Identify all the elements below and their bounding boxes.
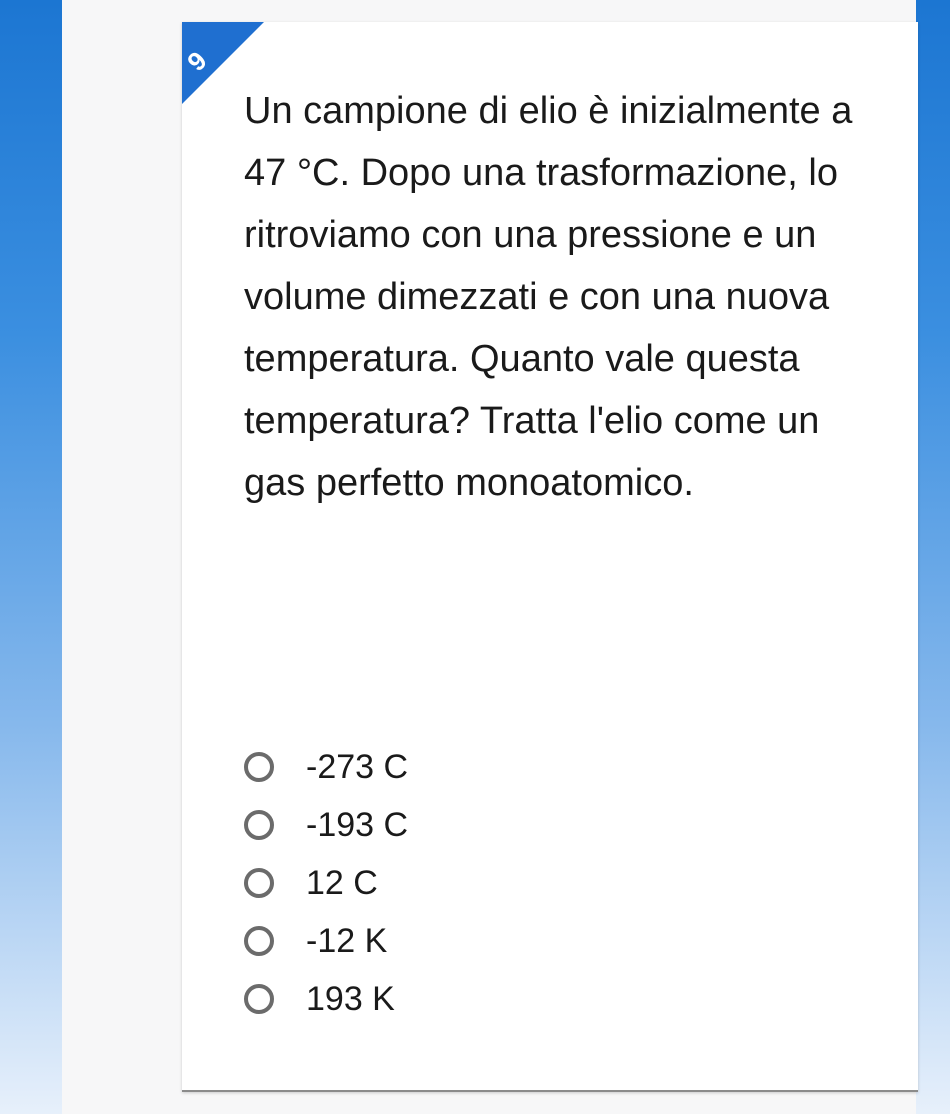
right-side-panel bbox=[916, 0, 950, 1114]
radio-button-icon[interactable] bbox=[244, 810, 274, 840]
answer-option-label: -193 C bbox=[306, 806, 409, 844]
radio-button-icon[interactable] bbox=[244, 984, 274, 1014]
radio-button-icon[interactable] bbox=[244, 868, 274, 898]
answer-option[interactable] bbox=[244, 912, 408, 970]
answer-option-label: 193 K bbox=[306, 980, 395, 1018]
answer-option-label: -12 K bbox=[306, 922, 388, 960]
answer-options bbox=[244, 738, 408, 1028]
left-side-panel bbox=[0, 0, 62, 1114]
answer-option[interactable] bbox=[244, 854, 408, 912]
question-card bbox=[182, 22, 918, 1092]
answer-option[interactable] bbox=[244, 738, 408, 796]
answer-option-label: 12 C bbox=[306, 864, 378, 902]
answer-option[interactable] bbox=[244, 796, 408, 854]
radio-button-icon[interactable] bbox=[244, 752, 274, 782]
question-number: 9 bbox=[181, 45, 213, 77]
quiz-page bbox=[62, 0, 916, 1114]
question-text: Un campione di elio è inizialmente a 47 °C. Dopo una trasformazione, lo ritroviamo con una pressione e un volume dimezzati e con una nuova temperatura. Quanto vale questa temperatura? Tratta l'elio come un gas perfetto monoatomico. bbox=[244, 90, 853, 504]
radio-button-icon[interactable] bbox=[244, 926, 274, 956]
answer-option-label: -273 C bbox=[306, 748, 409, 786]
answer-option[interactable] bbox=[244, 970, 408, 1028]
